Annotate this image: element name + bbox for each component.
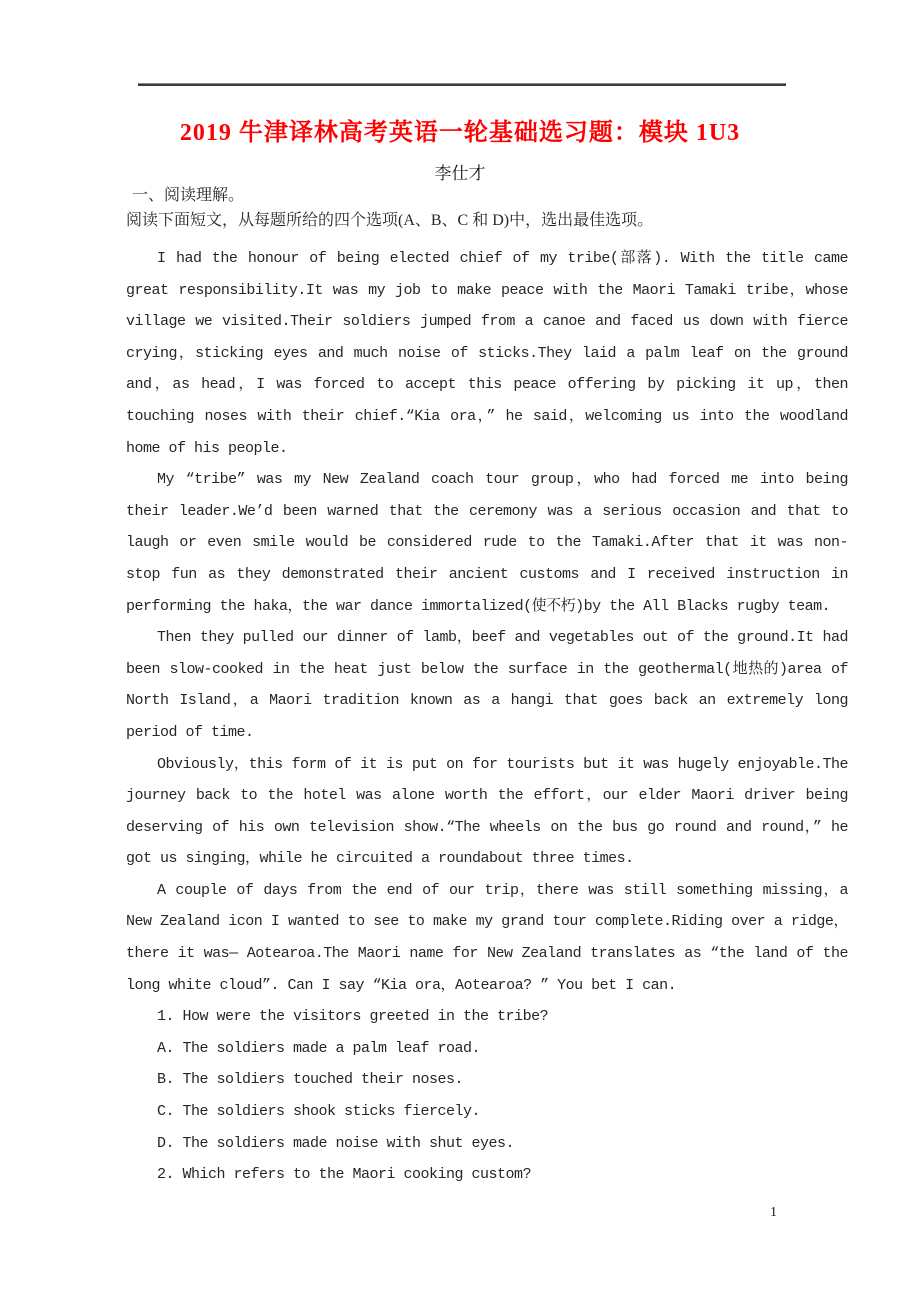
- question-1-option-a: A. The soldiers made a palm leaf road.: [157, 1039, 481, 1057]
- author-name: 李仕才: [434, 164, 486, 183]
- question-1: 1. How were the visitors greeted in the tribe?: [157, 1008, 549, 1026]
- section-heading: 一、阅读理解。: [132, 187, 245, 204]
- question-list: [126, 1001, 848, 1191]
- reading-passage: [126, 243, 848, 1001]
- question-1-option-b: B. The soldiers touched their noses.: [157, 1071, 464, 1089]
- document-title: 2019 牛津译林高考英语一轮基础选习题：模块 1U3: [179, 120, 741, 146]
- question-1-option-d: D. The soldiers made noise with shut eyes.: [157, 1134, 515, 1152]
- passage-paragraph: A couple of days from the end of our trip，there was still something missing，a New Zealand icon I wanted to see to make my grand tour complete.Riding over a ridge，there it was— Aotearoa.The Maori name for New Zealand translates as “the land of the long white cloud”. Can I say “Kia ora，Aotearoa? ” You bet I can.: [126, 881, 848, 994]
- page-number: 1: [770, 1205, 777, 1220]
- passage-paragraph: Obviously，this form of it is put on for tourists but it was hugely enjoyable.The journey back to the hotel was alone worth the effort，our elder Maori driver being deserving of his own television show.“The wheels on the bus go round and round，” he got us singing，while he circuited a roundabout three times.: [126, 755, 848, 868]
- section-instructions: 阅读下面短文，从每题所给的四个选项(A、B、C 和 D)中，选出最佳选项。: [126, 212, 654, 229]
- document-body: [126, 183, 848, 1191]
- question-1-option-c: C. The soldiers shook sticks fiercely.: [157, 1103, 481, 1121]
- passage-paragraph: My “tribe” was my New Zealand coach tour group，who had forced me into being their leader.We’d been warned that the ceremony was a serious occasion and that to laugh or even smile would be considered rude to the Tamaki.After that it was non-stop fun as they demonstrated their ancient customs and I received instruction in performing the haka，the war dance immortalized(使不朽)by the All Blacks rugby team.: [126, 471, 848, 615]
- passage-paragraph: I had the honour of being elected chief of my tribe(部落). With the title came great responsibility.It was my job to make peace with the Maori Tamaki tribe，whose village we visited.Their soldiers jumped from a canoe and faced us down with fierce crying，sticking eyes and much noise of sticks.They laid a palm leaf on the ground and，as head，I was forced to accept this peace offering by picking it up，then touching noses with their chief.“Kia ora，” he said，welcoming us into the woodland home of his people.: [126, 250, 848, 457]
- question-2: 2. Which refers to the Maori cooking custom?: [157, 1166, 532, 1184]
- header-rule: [138, 83, 786, 86]
- passage-paragraph: Then they pulled our dinner of lamb，beef and vegetables out of the ground.It had been slow-cooked in the heat just below the surface in the geothermal(地热的)area of North Island，a Maori tradition known as a hangi that goes back an extremely long period of time.: [126, 629, 848, 741]
